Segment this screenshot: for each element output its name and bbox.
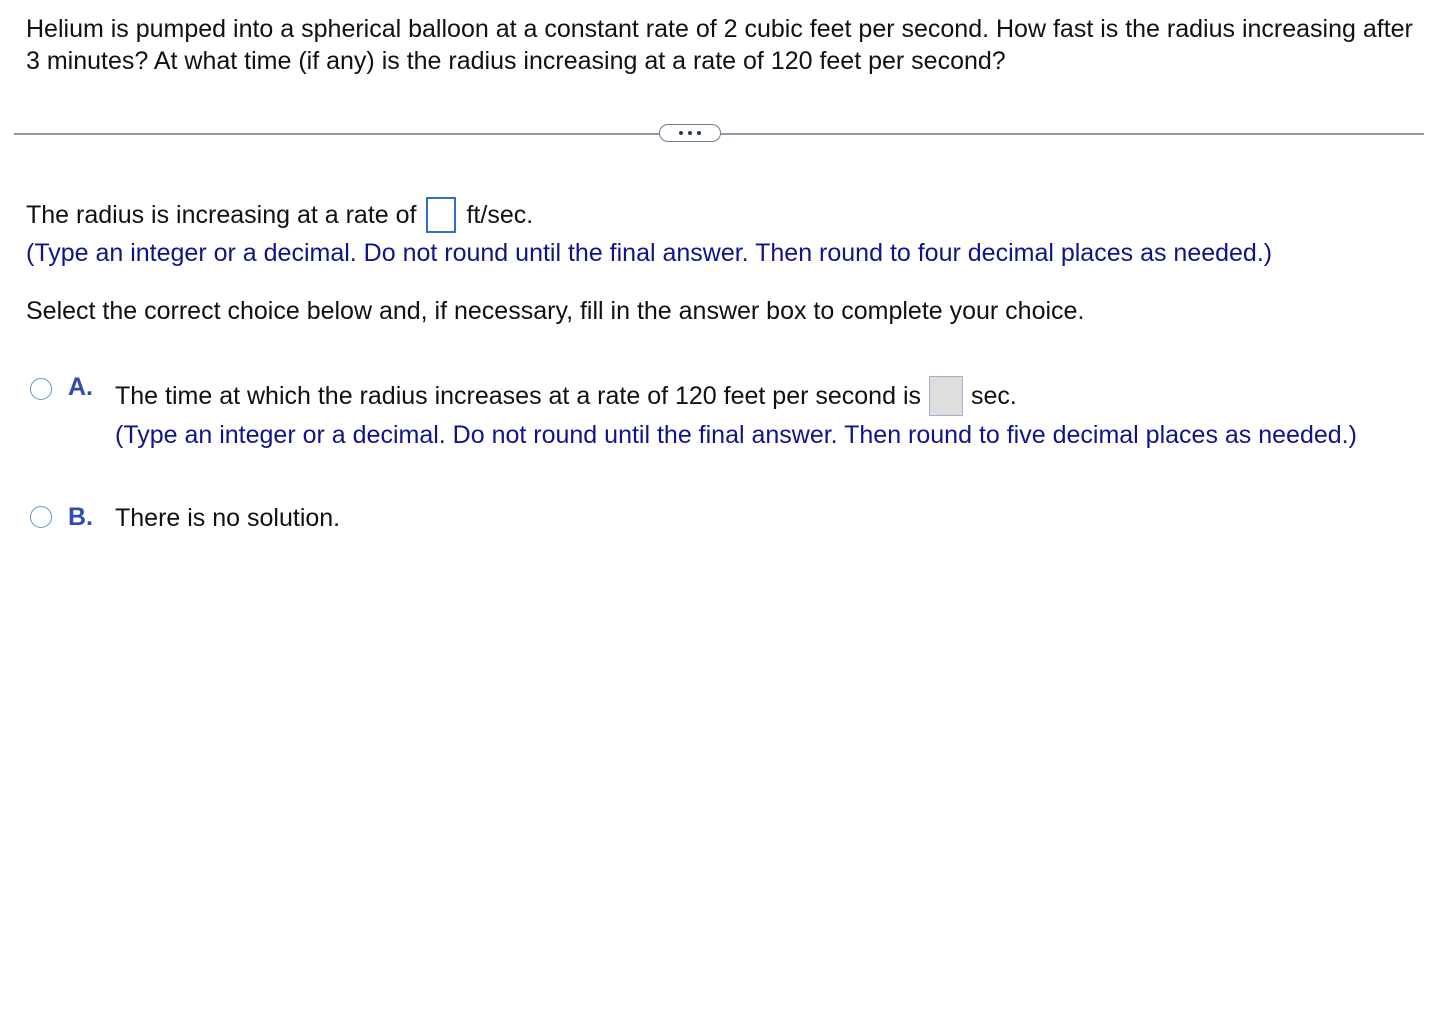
choice-b-radio[interactable] [30, 506, 52, 528]
choice-a-prefix: The time at which the radius increases at a rate of 120 feet per second is [115, 382, 921, 410]
radius-rate-answer-input[interactable] [426, 197, 456, 233]
radius-rate-prefix: The radius is increasing at a rate of [26, 201, 417, 229]
choice-a-body [115, 376, 1375, 451]
choice-a-unit: sec. [971, 382, 1017, 410]
radius-rate-hint: (Type an integer or a decimal. Do not round until the final answer. Then round to four decimal places as needed.) [26, 239, 1273, 267]
radius-rate-unit: ft/sec. [466, 201, 534, 229]
question-text: Helium is pumped into a spherical balloon at a constant rate of 2 cubic feet per second. How fast is the radius increasing after 3 minutes? At what time (if any) is the radius increasing at a rate of 120 feet per second? [26, 15, 1413, 75]
choice-a-radio[interactable] [30, 378, 52, 400]
choice-a[interactable] [30, 373, 93, 402]
choice-instruction: Select the correct choice below and, if necessary, fill in the answer box to complete your choice. [26, 297, 1085, 325]
choice-b-text: There is no solution. [115, 504, 341, 532]
choice-b[interactable] [30, 503, 93, 532]
choice-a-letter: A. [68, 373, 93, 401]
ellipsis-icon [679, 131, 701, 135]
choice-b-letter: B. [68, 503, 93, 531]
choice-a-hint: (Type an integer or a decimal. Do not round until the final answer. Then round to five decimal places as needed.) [115, 421, 1357, 449]
radius-rate-line [26, 197, 533, 233]
expand-button[interactable] [659, 124, 721, 142]
choice-a-answer-input[interactable] [929, 376, 963, 416]
